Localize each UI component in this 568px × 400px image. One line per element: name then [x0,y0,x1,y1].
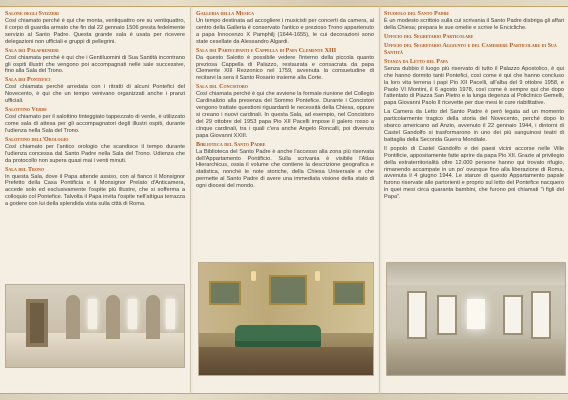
photo-door [437,295,457,335]
section-text: Senza dubbio il luogo più riservato di tutto il Palazzo Apostolico, è qui che hanno dormito tanti Pontefici, così come è qui che hanno concluso la loro vita terrena i papi Pio XII Pacelli, all'alba del 9 ottobre 1958, e Paolo VI Montini, il 6 agosto 1978, così come è sempre qui che dopo l'attentato di Piazza San Pietro e la lunga degenza al Policlinico Gemelli, papa Giovanni Paolo II ricevette per due mesi le cure riabilitative. [384,65,564,107]
section-title: Sala dei Palafrenieri [5,47,59,54]
section-title: Ufficio del Segretario Particolare [384,33,474,40]
section-text: Così chiamata perché arredata con i ritratti di alcuni Pontefici del Novecento, è qui che un tempo venivano organizzati anche i pranzi ufficiali. [5,84,185,105]
photo-lamp [251,271,256,281]
photo-floor [199,347,373,375]
photo-ceiling [387,263,565,285]
section-text: Da questo Salotto è possibile vedere l'interno della piccola quanto preziosa Cappella di Palazzo, restaurata e consacrata da papa Clemente XIII Rezzonico nel 1759, avvenuta la consuetudine di recitarvi la sera il Santo Rosario insieme alla Corte. [196,54,374,82]
photo-sofa [235,325,321,347]
fold-line-1 [190,6,191,394]
photo-door [407,291,427,339]
section-title: Stanza da Letto del Papa [384,58,448,65]
section-title: Salone degli Svizzeri [5,11,59,17]
photo-hallway-end [467,299,485,329]
section-text: La Camera da Letto del Santo Padre è però legata ad un momento particolarmente tragico della storia del Novecento, perché dopo lo sbarco americano ad Anzio, avvenuto il 22 gennaio 1944, i dintorni di Castel Gandolfo si trasformarono in uno dei più sanguinosi teatri di battaglia della Seconda Guerra Mondiale. [384,109,564,143]
section-title: Sala dei Pontefici [5,77,51,84]
photo-window [88,299,97,329]
section-text: È un modesto scrittoio sulla cui scrivania il Santo Padre disbriga gli affari della Chiesa; prepara le sue omelie e scrive le Encicliche. [384,18,564,31]
section-title: Sala dei Partecipanti e Cappella di Papa Clemente XIII [196,47,337,54]
photo-corridor [5,284,185,368]
photo-window [166,299,175,329]
section-text: Così chiamata perché è qui che avviene la formale riunione del Collegio Cardinalizio alla presenza del Sommo Pontefice. Durante i Concistori vengono trattate questioni riguardanti le necessità della Chiesa, oppure si creano i nuovi cardinali. In questa Sala, ad esempio, nel Concistoro del 29 ottobre del 1953 papa Pio XII Pacelli impose il galero rosso a cinque cardinali, tra i quali c'era anche Angelo Roncalli, poi divenuto papa Giovanni XXIII. [196,91,374,139]
photo-floor [387,339,565,375]
photo-door [503,295,523,335]
top-border [0,0,568,7]
photo-arch [106,295,120,339]
photo-painting [269,275,307,305]
column-3 [384,9,564,203]
photo-window [128,299,137,329]
section-title: Salottino Verde [5,107,47,114]
section-text: Così chiamata perché è qui che i Gentiluomini di Sua Santità incontrano gli ospiti illustri che vengono poi accompagnati nelle sale successive, fino alla Sala del Trono. [5,54,185,75]
photo-painting [209,281,241,305]
section-title: Studiolo del Santo Padre [384,11,450,17]
section-title: Ufficio del Segretario Aggiunto e del Cameriere Particolare di Sua Santità [384,42,557,56]
section-title: Galleria della Musica [196,11,254,17]
photo-hallway [386,262,566,376]
section-title: Biblioteca del Santo Padre [196,141,266,148]
column-1 [5,9,185,210]
photo-painting [333,281,365,305]
photo-door [531,291,551,339]
photo-arch [146,295,160,339]
section-text: In questa Sala, dove il Papa attende assiso, con al fianco il Monsignor Prefetto della Casa Pontificia e il Monsignor Prelato d'Anticamera, accede solo ed esclusivamente l'ospite più illustre, che si sofferma a colloquio col Pontefice. Talvolta il Papa invita l'ospite nell'attigua terrazza a godere con lui della splendida vista sulla città di Roma. [5,173,185,208]
photo-door [26,299,48,347]
section-title: Sala del Concistoro [196,84,248,91]
column-2 [196,9,374,192]
photo-green-room [198,262,374,376]
photo-lamp [315,271,320,281]
section-title: Sala del Trono [5,166,45,173]
section-text: Il popolo di Castel Gandolfo e dei paesi vicini accorse nelle Ville Pontificie, appositamente fatte aprire da papa Pio XII. Grazie al privilegio della extraterritorialità oltre 12.000 persone hanno qui trovato rifugio, rimanendo accampate in un po' ovunque fino alla liberazione di Roma, avvenuta il 4 giugno 1944. Le stanze di questo Appartamento papale furono riservate alle partorienti e proprio sul letto del Pontefice nacquero in quei mesi circa quaranta bambini, che furono poi chiamati "i figli del Papa". [384,145,564,201]
section-title: Salottino dell'Orologio [5,136,69,143]
photo-arch [66,295,80,339]
section-text: Così chiamato per il salottino tinteggiato tappezzato di verde, è utilizzato come sala di attesa per gli accompagnatori degli illustri ospiti, durante l'udienza nella Sala del Trono. [5,114,185,134]
section-text: La Biblioteca del Santo Padre è anche l'accesso alla zona più riservata dell'Appartamento Pontificio. Sulla scrivania è visibile l'Atlas Hierarchicus, ossia il volume che contiene la descrizione geografica e statistica, nonché le note storiche, della Chiesa Universale e che permette al Santo Padre di avere una immediata visione della stato di ogni diocesi del mondo. [196,148,374,190]
section-text: Un tempo destinata ad accogliere i musicisti per concerti da camera, al centro della Galleria è conservato l'antico e prezioso Trono appartenuto a papa Innocenzo X Pamphilj (1644-1655), le cui decorazioni sono state cesellate da Alessandro Algardi. [196,18,374,45]
section-text: Così chiamato per l'antico orologio che scandisce il tempo durante l'udienza concessa dal Santo Padre nella Sala del Trono. Udienza che da protocollo non supera quasi mai i venti minuti. [5,143,185,164]
section-text: Così chiamato perché è qui che monta, ventiquattro ore su ventiquattro, il corpo di guardia armato che fin dal 22 gennaio 1506 presta fedelmente servizio al Santo Padre. Questa grande sala è usata per ricevere delegazioni non ufficiali e gruppi di pellegrini. [5,18,185,45]
fold-line-2 [379,6,380,394]
bottom-border [0,393,568,400]
